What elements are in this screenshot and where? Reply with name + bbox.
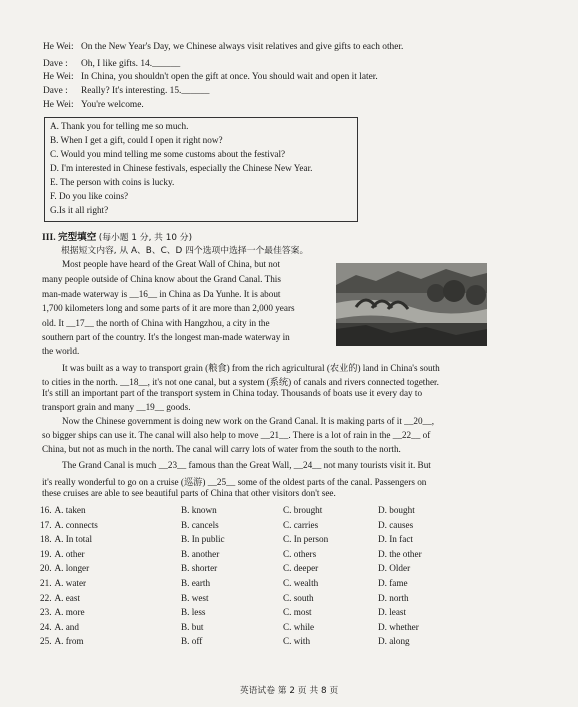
dialogue-line: [43, 42, 403, 52]
passage-line: China, but not as much in the north. The canal will carry lots of water from the south to the north.: [42, 444, 401, 454]
section-title: [42, 229, 192, 243]
choice-c: C. wealth: [283, 578, 319, 588]
choice-d: D. the other: [378, 548, 422, 559]
choice-text: A. other: [54, 548, 85, 559]
choice-text: A. taken: [54, 505, 86, 515]
dialogue-line: [43, 86, 210, 96]
choice-text: A. more: [54, 607, 85, 618]
passage-line: transport grain and many __19__ goods.: [42, 402, 191, 412]
passage-line: southern part of the country. It's the longest man-made waterway in: [42, 332, 290, 342]
question-number: 19.: [40, 548, 52, 559]
option-b: B. When I get a gift, could I open it right now?: [50, 135, 223, 145]
passage-line: many people outside of China know about the Grand Canal. This: [42, 274, 281, 284]
choice-c: C. brought: [283, 505, 323, 515]
section-title-text: III. 完型填空: [42, 232, 97, 243]
choice-a: [40, 622, 79, 632]
options-box: [44, 117, 358, 222]
choice-text: A. longer: [54, 563, 90, 574]
choice-a: [40, 578, 86, 588]
choice-a: [40, 534, 92, 544]
choice-a: [40, 607, 85, 617]
choice-b: B. another: [181, 548, 220, 559]
question-number: 16.: [40, 505, 52, 515]
choice-a: [40, 520, 98, 530]
option-f: F. Do you like coins?: [50, 191, 129, 201]
passage-line: Most people have heard of the Great Wall of China, but not: [62, 259, 281, 269]
passage-line: It was built as a way to transport grain (粮食) from the rich agricultural (农业的) land in China's south: [62, 363, 440, 373]
passage-line: 1,700 kilometers long and some parts of it are more than 2,000 years: [42, 303, 295, 313]
choice-text: A. east: [54, 592, 80, 603]
speaker: He Wei:: [43, 72, 74, 82]
question-number: 18.: [40, 534, 52, 545]
choice-b: B. but: [181, 621, 204, 632]
choice-text: A. connects: [54, 519, 98, 530]
choice-d: D. bought: [378, 505, 415, 515]
dialogue-text: In China, you shouldn't open the gift at once. You should wait and open it later.: [81, 72, 378, 82]
choice-a: [40, 563, 89, 573]
choice-text: A. from: [54, 636, 84, 647]
dialogue-line: [43, 100, 144, 110]
dialogue-text: Really? It's interesting. 15.______: [81, 86, 210, 96]
choice-d: D. whether: [378, 621, 419, 632]
choice-d: D. least: [378, 607, 407, 618]
choice-b: B. known: [181, 505, 217, 515]
choice-d: D. causes: [378, 519, 414, 530]
choice-b: B. In public: [181, 534, 225, 545]
choice-b: B. cancels: [181, 519, 219, 530]
question-number: 23.: [40, 607, 52, 618]
question-number: 24.: [40, 621, 52, 632]
choice-text: A. water: [54, 578, 87, 588]
passage-line: so bigger ships can use it. The canal will also help to move __21__. There is a lot of rain in the __22__ of: [42, 430, 431, 440]
option-c: C. Would you mind telling me some customs about the festival?: [50, 149, 286, 159]
dialogue-text: Oh, I like gifts. 14.______: [81, 59, 181, 69]
choice-a: [40, 549, 85, 559]
choice-d: D. fame: [378, 578, 408, 588]
choice-c: C. deeper: [283, 563, 319, 574]
choice-a: [40, 505, 86, 515]
choice-b: B. off: [181, 636, 203, 647]
choice-c: C. In person: [283, 534, 329, 545]
section-score: (每小题 1 分, 共 10 分): [98, 233, 192, 243]
passage-line: it's really wonderful to go on a cruise (巡游) __25__ some of the oldest parts of the canal. Passengers on: [42, 477, 427, 487]
choice-c: C. with: [283, 636, 311, 647]
passage-line: It's still an important part of the transport system in China today. Thousands of boats use it every day to: [42, 388, 423, 398]
passage-line: man-made waterway is __16__ in China as Da Yunhe. It is about: [42, 289, 281, 299]
choice-c: C. south: [283, 592, 314, 603]
question-number: 17.: [40, 519, 52, 530]
passage-line: The Grand Canal is much __23__ famous than the Great Wall, __24__ not many tourists visit it. But: [62, 460, 431, 470]
speaker: He Wei:: [43, 100, 74, 110]
choice-c: C. carries: [283, 519, 319, 530]
question-number: 22.: [40, 592, 52, 603]
choice-a: [40, 636, 84, 646]
choice-c: C. while: [283, 621, 315, 632]
dialogue-text: You're welcome.: [81, 100, 144, 110]
option-e: E. The person with coins is lucky.: [50, 177, 175, 187]
choice-b: B. shorter: [181, 563, 218, 574]
dialogue-line: [43, 72, 378, 82]
question-number: 25.: [40, 636, 52, 647]
choice-c: C. others: [283, 548, 317, 559]
choice-d: D. In fact: [378, 534, 413, 545]
option-d: D. I'm interested in Chinese festivals, especially the Chinese New Year.: [50, 163, 313, 173]
speaker: He Wei:: [43, 42, 74, 52]
passage-line: the world.: [42, 346, 80, 356]
grand-canal-photo: [336, 263, 487, 346]
choice-b: B. earth: [181, 578, 211, 588]
question-number: 21.: [40, 578, 52, 588]
choice-c: C. most: [283, 607, 312, 618]
choice-d: D. north: [378, 592, 409, 603]
speaker: Dave :: [43, 86, 68, 96]
choice-d: D. Older: [378, 563, 411, 574]
choice-a: [40, 593, 80, 603]
option-g: G.Is it all right?: [50, 205, 109, 215]
passage-line: to cities in the north. __18__, it's not one canal, but a system (系统) of canals and rivers connected together.: [42, 377, 439, 387]
choice-b: B. less: [181, 607, 206, 618]
choice-b: B. west: [181, 592, 209, 603]
speaker: Dave :: [43, 59, 68, 69]
question-number: 20.: [40, 563, 52, 574]
passage-line: these cruises are able to see beautiful parts of China that other visitors don't see.: [42, 488, 336, 498]
choice-d: D. along: [378, 636, 410, 647]
page-footer: 英语试卷 第 2 页 共 8 页: [239, 686, 339, 696]
dialogue-line: [43, 59, 180, 69]
option-a: A. Thank you for telling me so much.: [50, 121, 189, 131]
section-instruction: 根据短文内容, 从 A、B、C、D 四个选项中选择一个最佳答案。: [61, 246, 309, 256]
choice-text: A. and: [54, 621, 79, 632]
passage-line: Now the Chinese government is doing new work on the Grand Canal. It is making parts of it __20__,: [62, 416, 435, 426]
dialogue-text: On the New Year's Day, we Chinese always visit relatives and give gifts to each other.: [81, 42, 404, 52]
passage-line: old. It __17__ the north of China with Hangzhou, a city in the: [42, 318, 270, 328]
canal-photo-graphic: [336, 263, 487, 346]
choice-text: A. In total: [54, 534, 92, 545]
